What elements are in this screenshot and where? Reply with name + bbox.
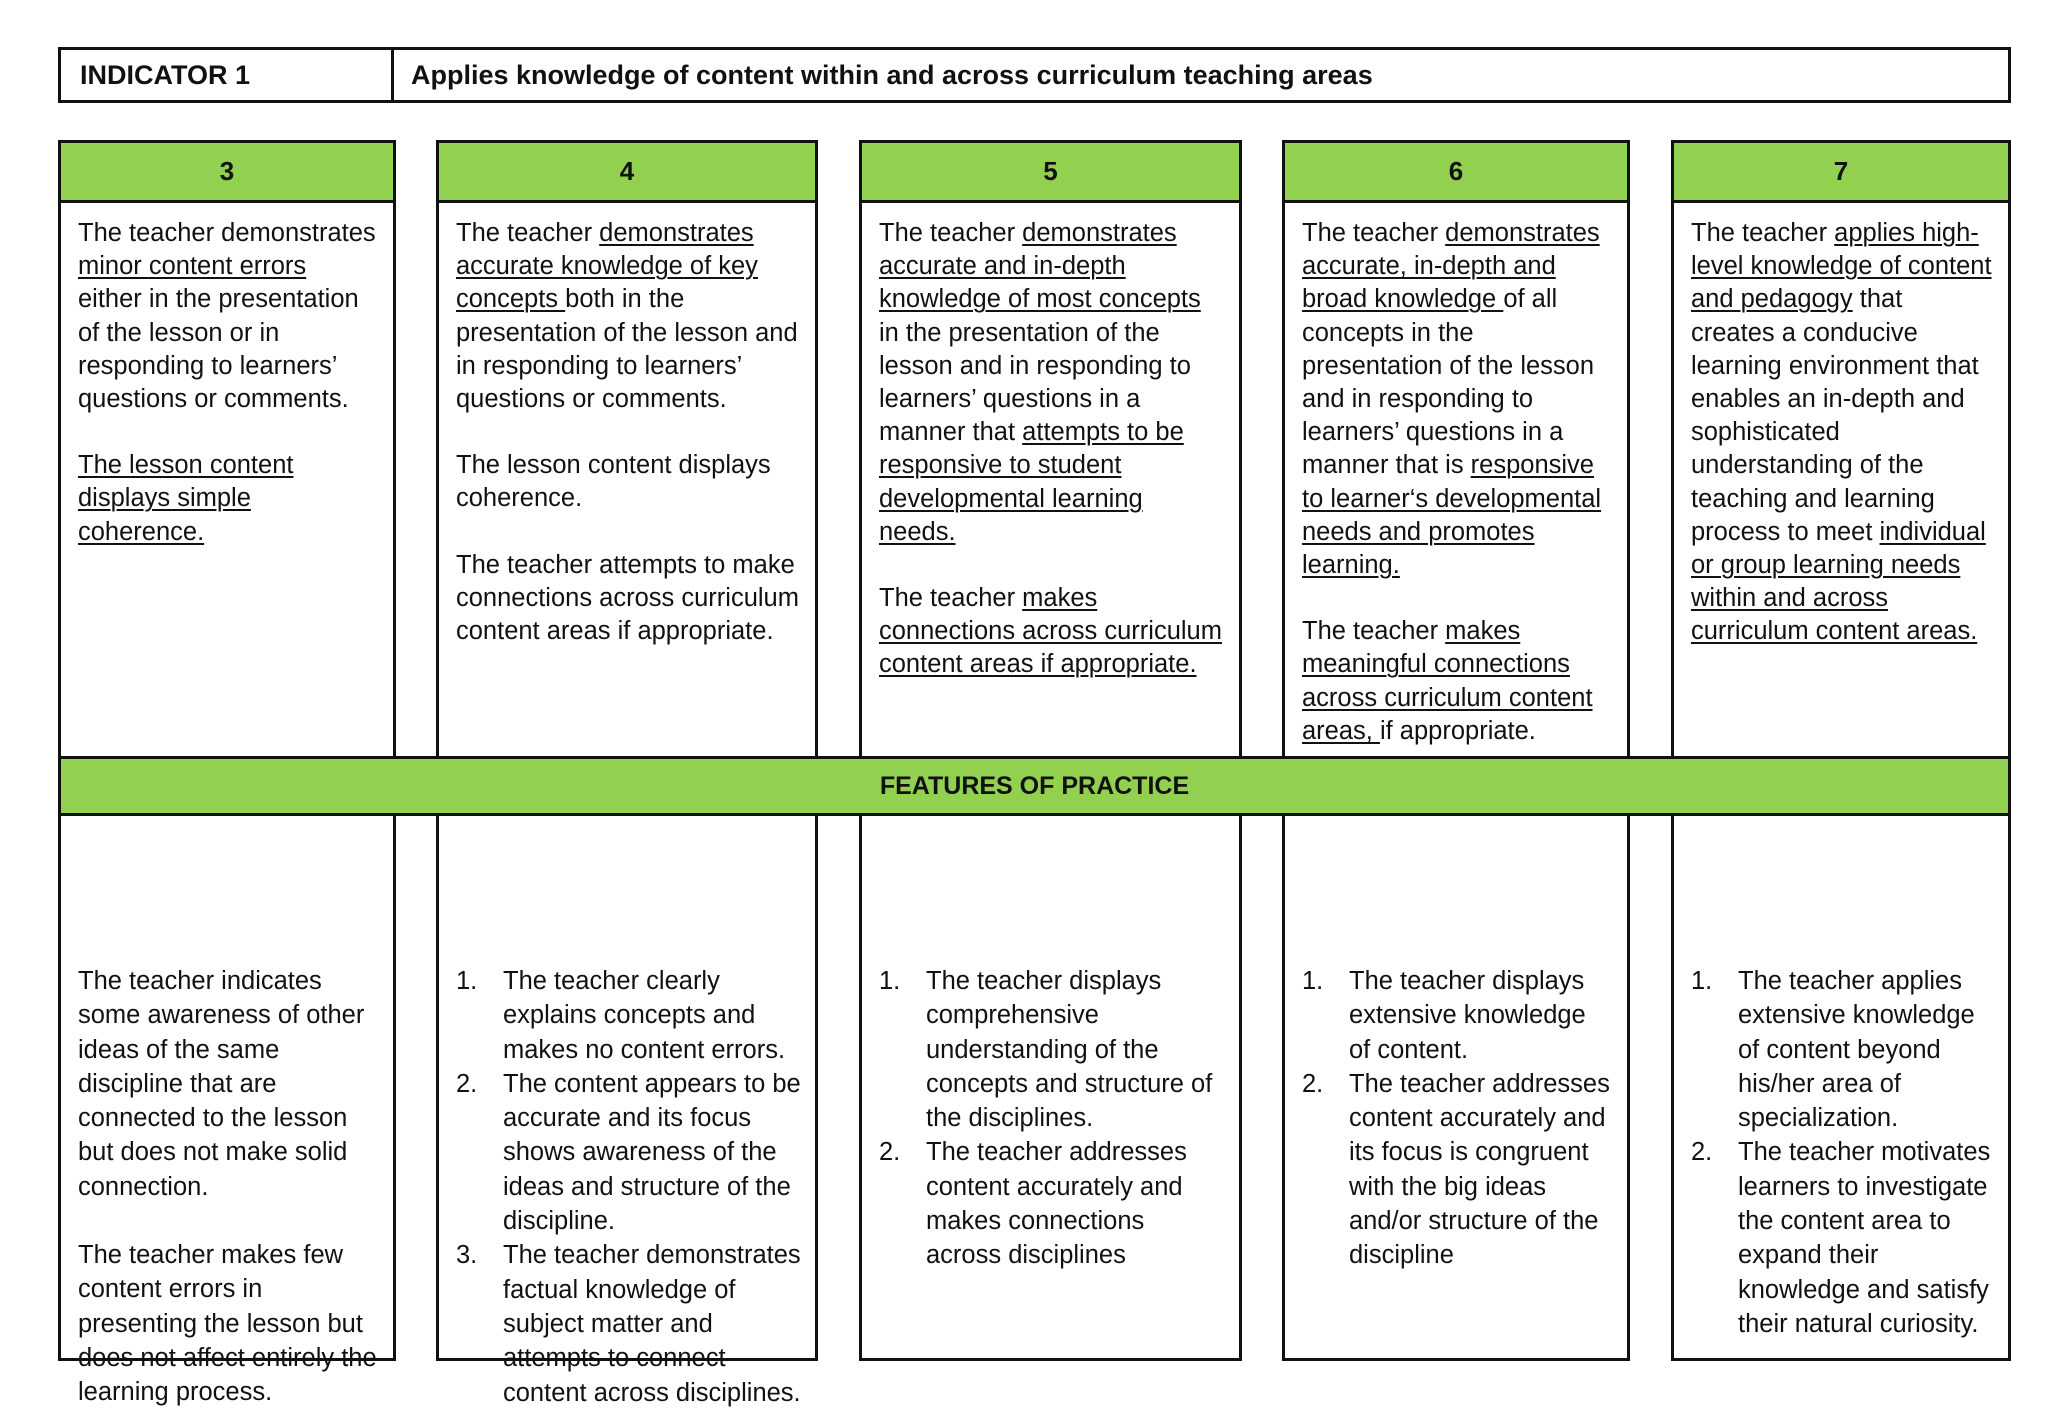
list-number: 2. xyxy=(456,1069,478,1098)
underlined-text: individual or group learning needs within and across curriculum content areas. xyxy=(1691,517,1986,646)
indicator-label: INDICATOR 1 xyxy=(61,50,394,100)
level-features xyxy=(439,954,815,1407)
level-number: 5 xyxy=(862,140,1239,203)
list-number: 2. xyxy=(1691,1138,1713,1167)
text-segment: The teacher xyxy=(1691,219,1835,247)
text-segment: The teacher attempts to make connections across curriculum content areas if appropriate. xyxy=(456,550,799,646)
description-paragraph xyxy=(456,449,799,515)
level-column-4 xyxy=(436,140,818,1407)
underlined-text: responsive to learner‘s developmental needs and promotes learning. xyxy=(1302,451,1602,580)
underlined-text: demonstrates accurate knowledge of key concepts xyxy=(456,219,758,314)
feature-list-item xyxy=(456,1067,801,1238)
description-paragraph xyxy=(1302,217,1611,582)
feature-list-item xyxy=(1691,1135,1994,1341)
level-column-6 xyxy=(1282,140,1630,1361)
list-number: 1. xyxy=(456,967,478,995)
underlined-text: The lesson content displays simple coherence. xyxy=(78,451,294,546)
feature-list-item xyxy=(456,1238,801,1409)
underlined-text: makes connections across curriculum content areas if appropriate. xyxy=(879,584,1222,679)
underlined-text: minor content errors xyxy=(78,252,307,281)
text-segment: The teacher xyxy=(456,219,600,247)
description-paragraph xyxy=(1302,615,1611,748)
level-features xyxy=(862,954,1239,1361)
text-segment: The teacher xyxy=(1302,219,1446,247)
description-paragraph xyxy=(456,549,799,649)
level-number: 7 xyxy=(1674,140,2008,203)
feature-list-item xyxy=(1691,964,1994,1135)
underlined-text: demonstrates accurate, in-depth and broad knowledge xyxy=(1302,219,1600,314)
underlined-text: makes meaningful connections across curriculum content areas, xyxy=(1302,617,1593,745)
feature-list-item xyxy=(456,964,801,1067)
feature-list-item xyxy=(879,1135,1225,1272)
list-number: 1. xyxy=(879,967,901,995)
feature-text: The teacher addresses content accurately and makes connections across disciplines xyxy=(926,1138,1187,1270)
list-number: 1. xyxy=(1691,967,1713,995)
text-segment: The teacher demonstrates xyxy=(78,219,376,247)
feature-list-item xyxy=(1302,964,1613,1067)
feature-text: The content appears to be accurate and its focus shows awareness of the ideas and structure of the discipline. xyxy=(503,1069,801,1236)
feature-list-item xyxy=(1302,1067,1613,1273)
level-features xyxy=(61,954,393,1407)
level-features xyxy=(1285,954,1627,1361)
feature-text: The teacher motivates learners to investigate the content area to expand their knowledge and satisfy their natural curiosity. xyxy=(1738,1138,1991,1338)
text-segment: both in the presentation of the lesson and in responding to learners’ questions or comments. xyxy=(456,285,798,414)
feature-list-item xyxy=(879,964,1225,1135)
text-segment: of all concepts in the presentation of the lesson and in responding to learners’ questions in a manner that is xyxy=(1302,285,1595,480)
description-paragraph xyxy=(456,217,799,416)
feature-text: The teacher clearly explains concepts and makes no content errors. xyxy=(503,967,786,1064)
list-number: 3. xyxy=(456,1241,478,1270)
feature-list xyxy=(1691,964,1994,1341)
description-paragraph xyxy=(78,217,377,416)
text-segment: The teacher xyxy=(1302,617,1446,646)
text-segment: either in the presentation of the lesson or in responding to learners’ questions or comments. xyxy=(78,285,359,414)
feature-paragraph: The teacher indicates some awareness of other ideas of the same discipline that are connected to the lesson but does not make solid connection. xyxy=(78,967,365,1201)
text-segment: The teacher xyxy=(879,584,1023,613)
feature-paragraph: The teacher makes few content errors in presenting the lesson but does not affect entirely the learning process. xyxy=(78,1241,377,1407)
underlined-text: attempts to be responsive to student developmental learning needs. xyxy=(879,418,1184,546)
level-number: 3 xyxy=(61,140,393,203)
description-paragraph xyxy=(879,217,1223,549)
text-segment: that creates a conducive learning environment that enables an in-depth and sophisticated understanding of the teaching and learning process to meet xyxy=(1691,285,1979,546)
level-features xyxy=(1674,954,2008,1361)
description-paragraph xyxy=(78,449,377,549)
level-column-7 xyxy=(1671,140,2011,1361)
underlined-text: applies high-level knowledge of content and pedagogy xyxy=(1691,219,1992,314)
level-column-5 xyxy=(859,140,1242,1361)
feature-list xyxy=(1302,964,1613,1273)
list-number: 2. xyxy=(879,1138,901,1167)
description-paragraph xyxy=(1691,217,1992,649)
indicator-header xyxy=(58,47,2011,103)
underlined-text: demonstrates accurate and in-depth knowledge of most concepts xyxy=(879,219,1201,314)
feature-text: The teacher applies extensive knowledge of content beyond his/her area of specialization. xyxy=(1738,967,1975,1133)
feature-list xyxy=(879,964,1225,1273)
list-number: 1. xyxy=(1302,967,1324,995)
list-number: 2. xyxy=(1302,1069,1324,1098)
level-number: 4 xyxy=(439,140,815,203)
feature-list xyxy=(456,964,801,1410)
text-segment: The lesson content displays coherence. xyxy=(456,451,771,513)
feature-text: The teacher displays comprehensive understanding of the concepts and structure of the disciplines. xyxy=(926,967,1213,1133)
indicator-title: Applies knowledge of content within and across curriculum teaching areas xyxy=(411,59,1373,90)
description-paragraph xyxy=(879,582,1223,682)
level-number: 6 xyxy=(1285,140,1627,203)
features-of-practice-band: FEATURES OF PRACTICE xyxy=(58,756,2011,816)
feature-text: The teacher addresses content accurately and its focus is congruent with the big ideas and/or structure of the discipline xyxy=(1349,1069,1610,1270)
text-segment: if appropriate. xyxy=(1379,716,1536,745)
level-column-3 xyxy=(58,140,396,1407)
feature-text: The teacher displays extensive knowledge of content. xyxy=(1349,967,1586,1064)
text-segment: The teacher xyxy=(879,219,1023,247)
text-segment: in the presentation of the lesson and in responding to learners’ questions in a manner that xyxy=(879,318,1191,447)
feature-text: The teacher demonstrates factual knowledge of subject matter and attempts to connect content across disciplines. xyxy=(503,1241,801,1407)
